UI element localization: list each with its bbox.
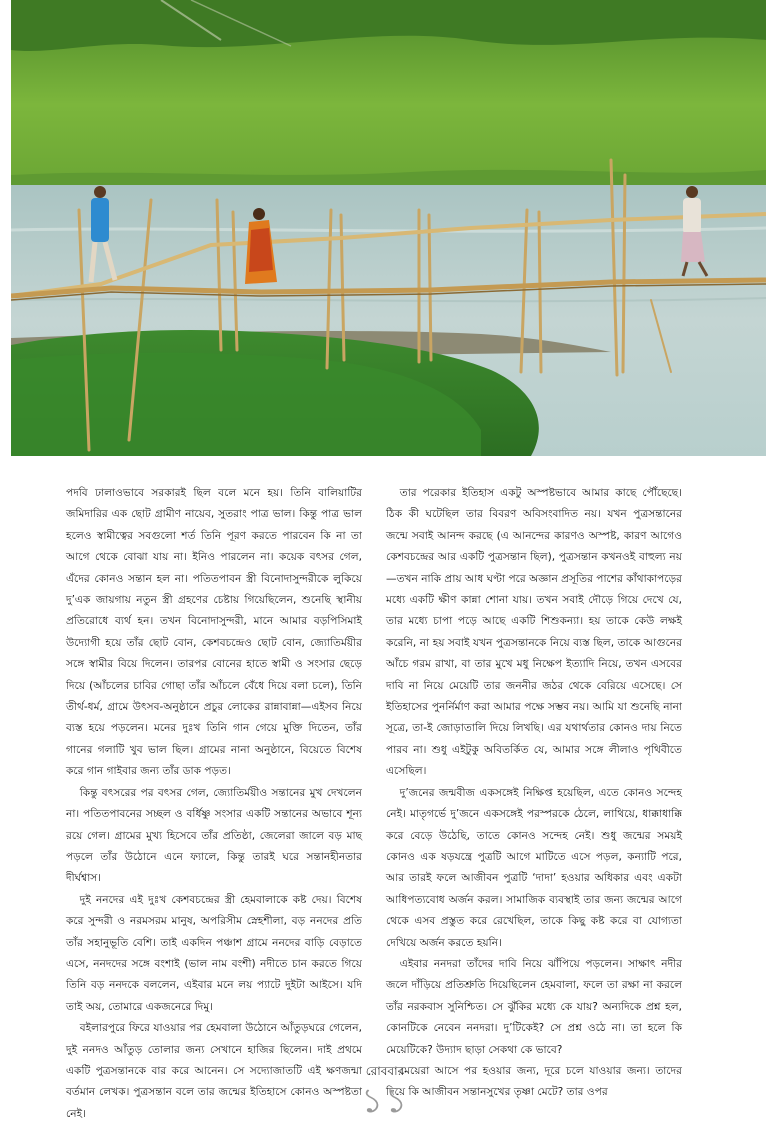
paragraph: বইলারপুরে ফিরে যাওয়ার পর হেমবালা উঠোনে আঁতুড়ঘরে গেলেন, দুই ননদও আঁতুড় তোলার জন্য সেখানে হাজির ছিলেন। দাই প্রথমে একটি পুত্রসন্তানকে বার করে আনেন। সে সদ্যোজাতটি এই ক্ষণজন্মা বর্তমান লেখক। পুত্রসন্তান বলে তার জন্মের ইতিহাসে কোনও অস্পষ্টতা নেই। [66, 1022, 362, 1120]
page-footer [0, 1063, 770, 1121]
paragraph: পদবি ঢালাওভাবে সরকারই ছিল বলে মনে হয়। তিনি বালিয়াটির জমিদারির এক ছোট গ্রামীণ নায়েব, সুতরাং পাত্র ভাল। কিন্তু পাত্র ভাল হলেও স্বামীত্বের সবগুলো শর্ত তিনি পূরণ করতে পারবেন কি না তা আগে থেকে বোঝা যায় না। ইনিও পারলেন না। কয়েক বৎসর গেল, এঁদের কোনও সন্তান হল না। পতিতপাবন স্ত্রী বিনোদাসুন্দরীকে লুকিয়ে দু’এক জায়গায় নতুন স্ত্রী গ্রহণের চেষ্টায় গিয়েছিলেন, শুনেছি স্থানীয় প্রতিরোধে ব্যর্থ হন। তখন বিনোদাসুন্দরী, মানে আমার বড়পিসিমাই উদ্যোগী হয়ে তাঁর ছোট বোন, কেশবচন্দ্রেও ছোট বোন, জ্যোতির্ময়ীর সঙ্গে স্বামীর বিয়ে দিলেন। তারপর বোনের হাতে স্বামী ও সংসার ছেড়ে দিয়ে (আঁচলের চাবির গোছা তাঁর আঁচলে বেঁধে দিয়ে বলা চলে), তিনি তীর্থ-ধর্ম, গ্রামে উৎসব-অনুষ্ঠানে প্রচুর লোকের রান্নাবান্না—এইসব নিয়ে ব্যস্ত হয়ে পড়লেন। মনের দুঃখ তিনি গান গেয়ে মুক্তি দিতেন, তাঁর গানের গলাটি খুব ভাল ছিল। গ্রামের নানা অনুষ্ঠানে, বিয়েতে বিশেষ করে গান গাইবার জন্য তাঁর ডাক পড়ত। [66, 487, 362, 778]
paragraph: এইবার ননদরা তাঁদের দাবি নিয়ে ঝাঁপিয়ে পড়লেন। সাক্ষাৎ নদীর জলে দাঁড়িয়ে প্রতিশ্রুতি দিয়েছিলেন হেমবালা, ফলে তা রক্ষা না করলে তাঁর নরকবাস সুনিশ্চিত। সে ঝুঁকির মধ্যে কে যায়? অন্যদিকে প্রশ্ন হল, কোনটিকে নেবেন ননদরা। দু’টিকেই? সে প্রশ্ন ওঠে না। তা হলে কি মেয়েটিকে? উদ্যাদ ছাড়া সেকথা কে ভাবে? [386, 957, 682, 1056]
article-photo [11, 0, 766, 456]
paragraph: দুই ননদের এই দুঃখ কেশবচন্দ্রের স্ত্রী হেমবালাকে কষ্ট দেয়। বিশেষ করে সুন্দরী ও নরমসরম মানুষ, অপরিসীম স্নেহশীলা, বড় ননদের প্রতি তাঁর সহানুভূতি বেশি। তাই একদিন পঞ্চাশ গ্রামে ননদের বাড়ি বেড়াতে এসে, ননদদের সঙ্গে বংশাই (ভাল নাম বংশী) নদীতে চান করতে গিয়ে তিনি বড় ননদকে বললেন, এইবার মনে লয় প্যাটে দুইটা আইসে। যদি তাই অয়, তোমারে একজনেরে দিমু। [66, 893, 362, 1013]
magazine-name: রোববার [365, 1064, 405, 1078]
bamboo-bridge-river-photo-icon [11, 0, 766, 456]
page-number: ১১ [360, 1081, 410, 1121]
paragraph: দু’জনের জন্মবীজ একসঙ্গেই নিক্ষিপ্ত হয়েছিল, এতে কোনও সন্দেহ নেই। মাতৃগর্ভে দু’জনে একসঙ্গেই পরস্পরকে ঠেলে, লাথিয়ে, ধাক্কাধাক্কি করে বেড়ে উঠেছি, তাতে কোনও সন্দেহ নেই। শুধু জন্মের সময়ই কোনও এক ষড়যন্ত্রে পুত্রটি আগে মাটিতে এসে পড়ল, কন্যাটি পরে, আর তারই ফলে আজীবন পুত্রটি ‘দাদা’ হওয়ার অধিকার এবং একটা আধিপত্যবোধ অর্জন করল। সামাজিক ব্যবস্থাই তার জন্য জন্মের আগে থেকে এসব প্রস্তুত করে রেখেছিল, তাকে কিছু কষ্ট করে বা যোগ্যতা দেখিয়ে অর্জন করতে হয়নি। [386, 786, 682, 949]
paragraph: তার পরেকার ইতিহাস একটু অস্পষ্টভাবে আমার কাছে পৌঁছেছে। ঠিক কী ঘটেছিল তার বিবরণ অবিসংবাদিত নয়। যখন পুত্রসন্তানের জন্মে সবাই আনন্দ করছে (এ আনন্দের কারণও অস্পষ্ট, কারণ আগেও কেশবচন্দ্রের আর একটি পুত্রসন্তান ছিল), পুত্রসন্তান কখনওই বাহুল্য নয়—তখন নাকি প্রায় আধ ঘণ্টা পরে অজ্ঞান প্রসূতির পাশের কাঁথাকাপড়ের মধ্যে একটি ক্ষীণ কান্না শোনা যায়। তখন সবাই দৌড়ে গিয়ে দেখে যে, তার মধ্যে চাপা পড়ে আছে একটি শিশুকন্যা। হয় তাকে কেউ লক্ষই করেনি, না হয় সবাই যখন পুত্রসন্তানকে নিয়ে ব্যস্ত ছিল, তাকে আগুনের আঁচে গরম রাখা, বা তার মুখে মধু নিক্ষেপ ইত্যাদি নিয়ে, তখন এসবের দাবি না নিয়ে মেয়েটি তার জননীর জঠর থেকে বেরিয়ে এসেছে। সে ইতিহাসের পুনর্নির্মাণ করা আমার পক্ষে সম্ভব নয়। আমি যা শুনেছি নানা সূত্রে, তা-ই জোড়াতালি দিয়ে লিখছি। এর যথার্থতার কোনও দায় নিতে পারব না। শুধু এইটুকু অবিতর্কিত যে, আমার সঙ্গে লীলাও পৃথিবীতে এসেছিল। [386, 487, 682, 778]
paragraph: মেয়েরা আসে পর হওয়ার জন্য, দূরে চলে যাওয়ার জন্য। তাদের দিয়ে কি আজীবন সন্তানসুখের তৃষ্ণা মেটে? তার ওপর [386, 1064, 682, 1099]
article-column-right [386, 483, 682, 1104]
article-column-left [66, 483, 362, 1125]
paragraph: কিন্তু বৎসরের পর বৎসর গেল, জ্যোতির্ময়ীও সন্তানের মুখ দেখলেন না। পতিতপাবনের সচ্ছল ও বর্ধিষ্ণু সংসার একটি সন্তানের অভাবে শূন্য রয়ে গেল। গ্রামের মুখ্য হিসেবে তাঁর প্রতিষ্ঠা, জেলেরা জালে বড় মাছ পড়লে তাঁর উঠোনে এনে ফ্যালে, কিন্তু তারই ঘরে সন্তানহীনতার দীর্ঘশ্বাস। [66, 786, 362, 885]
